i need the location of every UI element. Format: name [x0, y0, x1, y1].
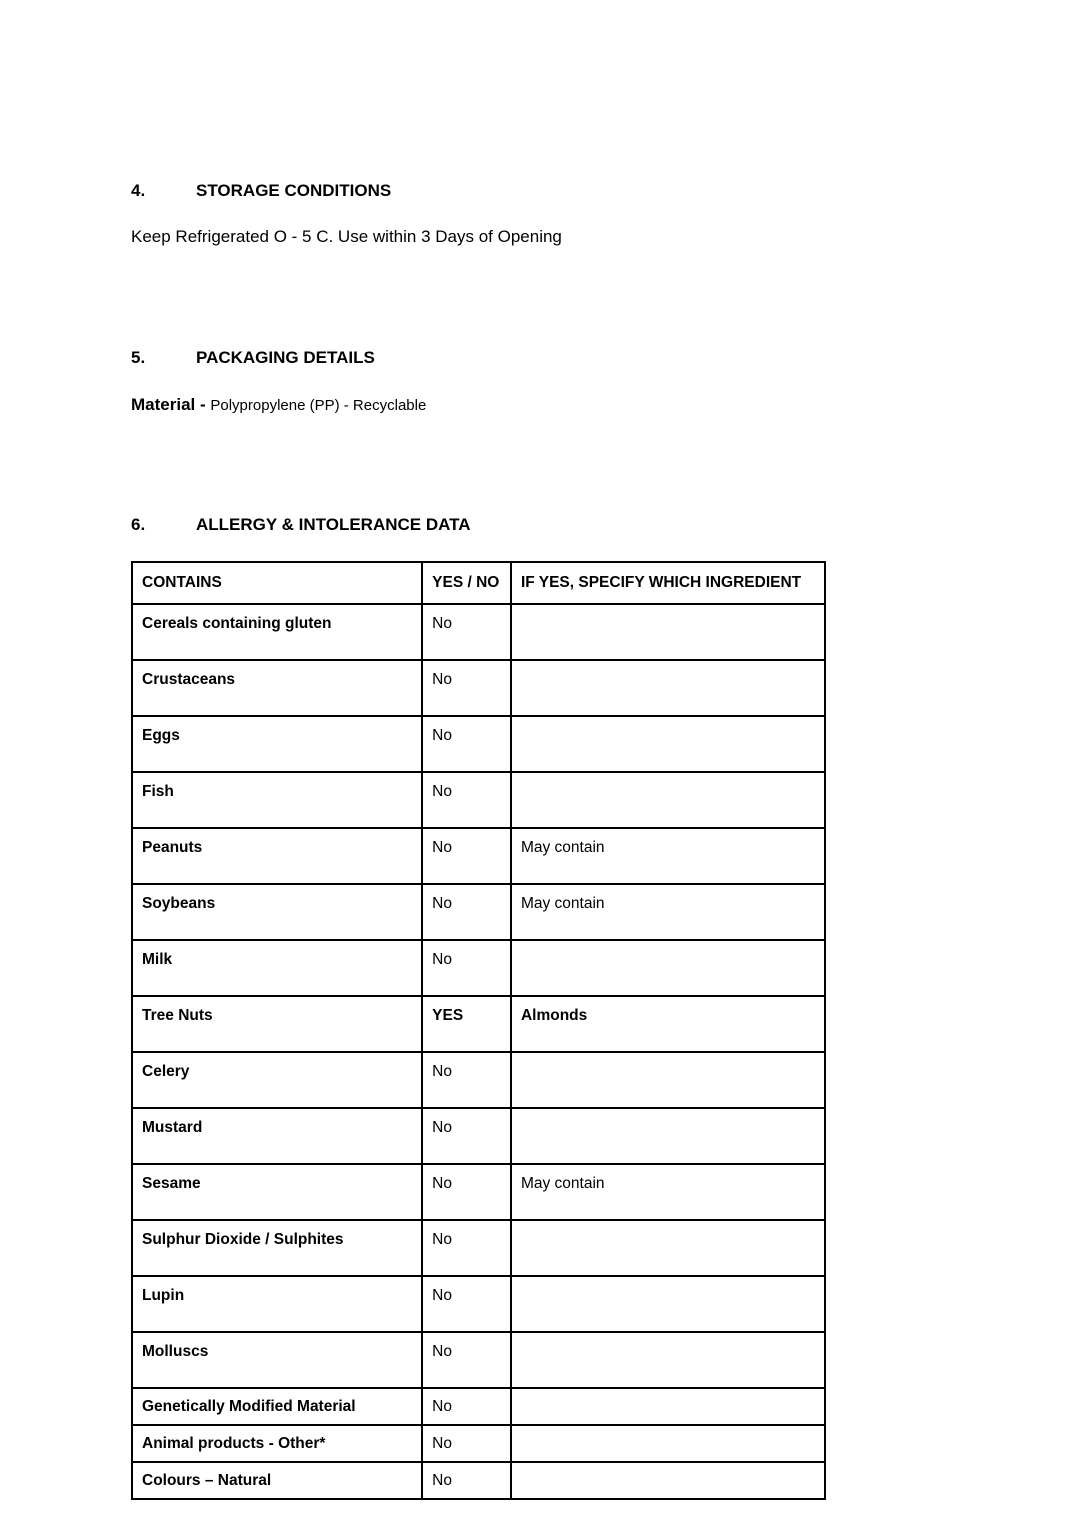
storage-title: STORAGE CONDITIONS	[196, 181, 392, 200]
table-row	[132, 1425, 825, 1462]
allergen-yes-no: No	[422, 1164, 511, 1220]
table-row	[132, 1388, 825, 1425]
allergen-ingredient	[511, 1276, 825, 1332]
allergen-yes-no: No	[422, 1332, 511, 1388]
storage-heading	[131, 181, 391, 201]
storage-number: 4.	[131, 181, 146, 200]
allergen-ingredient	[511, 660, 825, 716]
table-row	[132, 940, 825, 996]
table-row	[132, 1220, 825, 1276]
table-row	[132, 828, 825, 884]
header-yes-no: YES / NO	[422, 562, 511, 604]
allergy-number: 6.	[131, 515, 146, 534]
allergen-ingredient: May contain	[511, 828, 825, 884]
table-row	[132, 1052, 825, 1108]
allergen-name: Milk	[132, 940, 422, 996]
storage-text: Keep Refrigerated O - 5 C. Use within 3 Days of Opening	[131, 227, 562, 246]
allergen-name: Soybeans	[132, 884, 422, 940]
allergen-ingredient	[511, 716, 825, 772]
allergen-name: Colours – Natural	[132, 1462, 422, 1499]
header-contains: CONTAINS	[132, 562, 422, 604]
allergen-ingredient	[511, 1332, 825, 1388]
allergen-yes-no: No	[422, 716, 511, 772]
table-row	[132, 884, 825, 940]
allergen-yes-no: No	[422, 1220, 511, 1276]
allergen-ingredient	[511, 1425, 825, 1462]
allergen-name: Peanuts	[132, 828, 422, 884]
allergen-yes-no: No	[422, 1108, 511, 1164]
header-ingredient: IF YES, SPECIFY WHICH INGREDIENT	[511, 562, 825, 604]
allergen-yes-no: No	[422, 1425, 511, 1462]
table-row	[132, 1332, 825, 1388]
table-row	[132, 660, 825, 716]
allergen-ingredient	[511, 1388, 825, 1425]
table-row	[132, 716, 825, 772]
packaging-heading	[131, 348, 375, 368]
allergy-heading	[131, 515, 471, 535]
allergen-ingredient	[511, 940, 825, 996]
allergen-name: Celery	[132, 1052, 422, 1108]
allergen-yes-no: YES	[422, 996, 511, 1052]
material-label: Material -	[131, 395, 206, 414]
allergen-name: Molluscs	[132, 1332, 422, 1388]
allergen-ingredient	[511, 604, 825, 660]
packaging-number: 5.	[131, 348, 146, 367]
allergy-title: ALLERGY & INTOLERANCE DATA	[196, 515, 471, 534]
allergen-ingredient	[511, 772, 825, 828]
table-row	[132, 996, 825, 1052]
table-row	[132, 1164, 825, 1220]
allergen-ingredient	[511, 1108, 825, 1164]
table-row	[132, 1276, 825, 1332]
table-header-row	[132, 562, 825, 604]
allergy-table	[131, 561, 826, 1500]
allergen-ingredient: May contain	[511, 884, 825, 940]
packaging-material	[131, 395, 426, 415]
material-value: Polypropylene (PP) - Recyclable	[210, 397, 427, 414]
allergen-yes-no: No	[422, 1388, 511, 1425]
allergen-ingredient	[511, 1462, 825, 1499]
allergen-ingredient: Almonds	[511, 996, 825, 1052]
allergen-ingredient	[511, 1052, 825, 1108]
table-row	[132, 1108, 825, 1164]
allergen-name: Tree Nuts	[132, 996, 422, 1052]
allergen-yes-no: No	[422, 884, 511, 940]
allergen-name: Sesame	[132, 1164, 422, 1220]
allergen-name: Cereals containing gluten	[132, 604, 422, 660]
allergen-name: Genetically Modified Material	[132, 1388, 422, 1425]
table-row	[132, 772, 825, 828]
allergen-name: Crustaceans	[132, 660, 422, 716]
packaging-title: PACKAGING DETAILS	[196, 348, 375, 367]
allergen-name: Sulphur Dioxide / Sulphites	[132, 1220, 422, 1276]
allergen-ingredient	[511, 1220, 825, 1276]
allergen-name: Mustard	[132, 1108, 422, 1164]
allergen-yes-no: No	[422, 1276, 511, 1332]
allergen-yes-no: No	[422, 940, 511, 996]
allergen-yes-no: No	[422, 660, 511, 716]
allergen-yes-no: No	[422, 828, 511, 884]
allergen-name: Eggs	[132, 716, 422, 772]
allergen-yes-no: No	[422, 772, 511, 828]
allergen-name: Fish	[132, 772, 422, 828]
allergen-ingredient: May contain	[511, 1164, 825, 1220]
allergen-yes-no: No	[422, 604, 511, 660]
allergen-name: Lupin	[132, 1276, 422, 1332]
table-row	[132, 1462, 825, 1499]
allergen-yes-no: No	[422, 1462, 511, 1499]
allergen-name: Animal products - Other*	[132, 1425, 422, 1462]
table-row	[132, 604, 825, 660]
allergen-yes-no: No	[422, 1052, 511, 1108]
